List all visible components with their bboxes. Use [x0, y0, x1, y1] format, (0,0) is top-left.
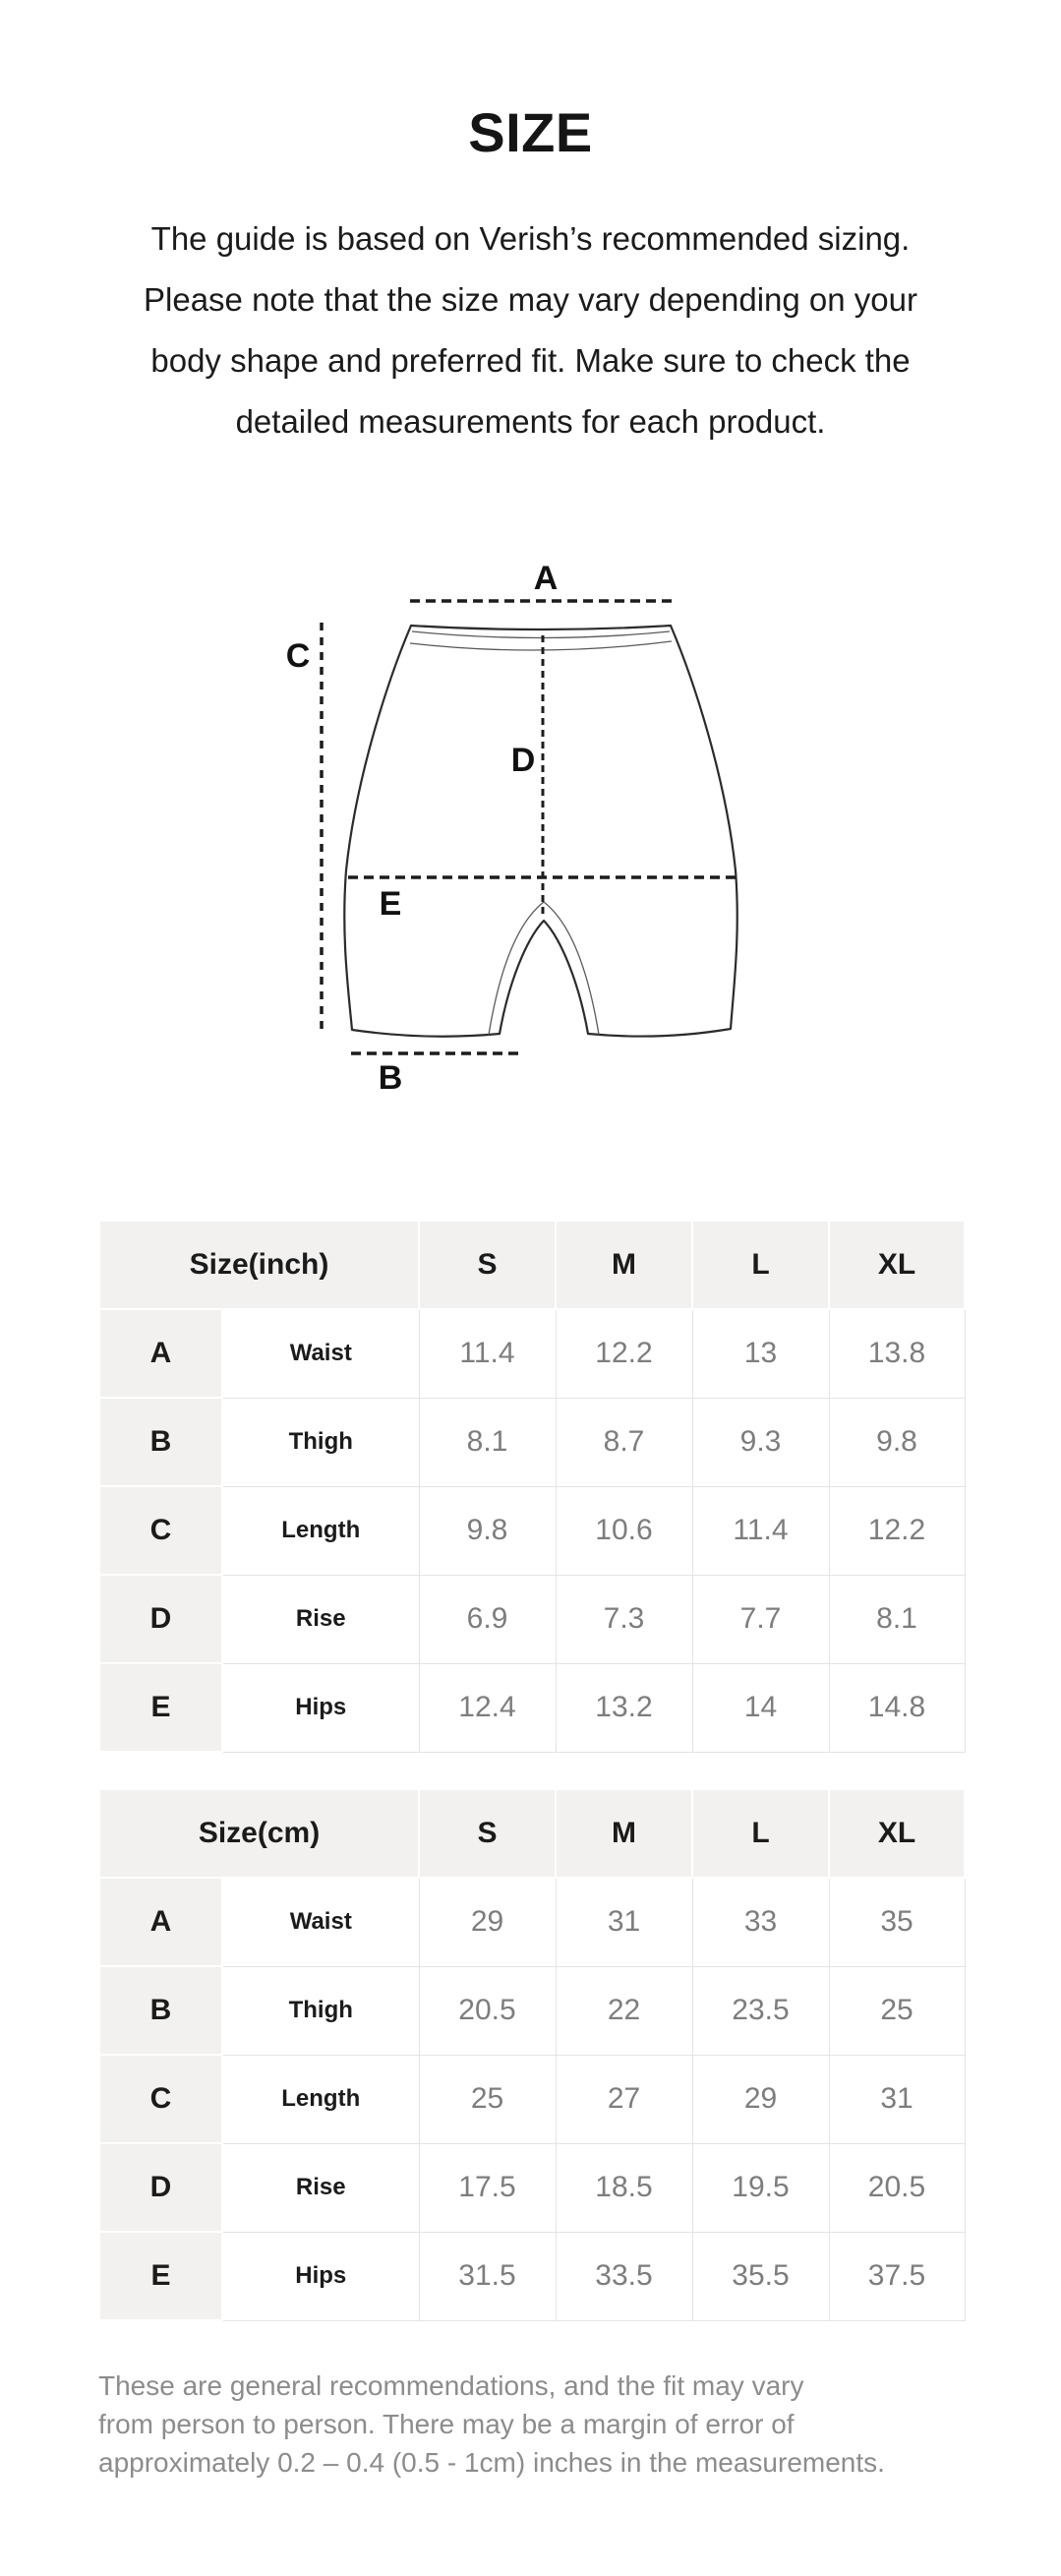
table-header-row [99, 1789, 965, 1878]
value-cell: 13.8 [829, 1309, 965, 1398]
value-cell: 13 [692, 1309, 829, 1398]
row-key: B [99, 1966, 222, 2055]
page-title: SIZE [468, 101, 593, 163]
intro-line: detailed measurements for each product. [235, 403, 826, 440]
row-name: Waist [222, 1878, 419, 1966]
value-cell: 13.2 [556, 1663, 692, 1752]
row-key: A [99, 1878, 222, 1966]
table-row [99, 2055, 965, 2143]
value-cell: 31.5 [419, 2232, 556, 2320]
col-header-m: M [556, 1789, 692, 1878]
diagram-label-c: C [285, 637, 311, 675]
intro-line: body shape and preferred fit. Make sure to check the [150, 342, 911, 379]
diagram-label-e: E [379, 885, 402, 923]
row-name: Rise [222, 1575, 419, 1663]
footnote-line: approximately 0.2 – 0.4 (0.5 - 1cm) inches in the measurements. [98, 2447, 885, 2478]
table-row [99, 1309, 965, 1398]
value-cell: 25 [829, 1966, 965, 2055]
footnote [98, 2366, 983, 2482]
footnote-line: from person to person. There may be a margin of error of [98, 2409, 795, 2439]
value-cell: 11.4 [419, 1309, 556, 1398]
value-cell: 31 [829, 2055, 965, 2143]
row-key: D [99, 1575, 222, 1663]
intro-paragraph [0, 209, 1061, 452]
value-cell: 9.3 [692, 1398, 829, 1486]
value-cell: 37.5 [829, 2232, 965, 2320]
col-header-xl: XL [829, 1789, 965, 1878]
row-key: A [99, 1309, 222, 1398]
row-key: B [99, 1398, 222, 1486]
row-name: Hips [222, 2232, 419, 2320]
row-name: Waist [222, 1309, 419, 1398]
value-cell: 12.2 [556, 1309, 692, 1398]
unit-header: Size(inch) [99, 1221, 419, 1309]
value-cell: 12.2 [829, 1486, 965, 1575]
table-row [99, 2143, 965, 2232]
unit-header: Size(cm) [99, 1789, 419, 1878]
row-key: D [99, 2143, 222, 2232]
col-header-s: S [419, 1221, 556, 1309]
intro-line: Please note that the size may vary depending on your [144, 281, 917, 318]
value-cell: 14.8 [829, 1663, 965, 1752]
value-cell: 29 [419, 1878, 556, 1966]
value-cell: 25 [419, 2055, 556, 2143]
row-key: C [99, 2055, 222, 2143]
col-header-l: L [692, 1221, 829, 1309]
value-cell: 20.5 [419, 1966, 556, 2055]
value-cell: 7.3 [556, 1575, 692, 1663]
size-table-cm [98, 1788, 966, 2321]
table-row [99, 1486, 965, 1575]
value-cell: 6.9 [419, 1575, 556, 1663]
row-name: Length [222, 2055, 419, 2143]
table-header-row [99, 1221, 965, 1309]
intro-line: The guide is based on Verish’s recommended sizing. [150, 220, 911, 257]
table-row [99, 1663, 965, 1752]
value-cell: 20.5 [829, 2143, 965, 2232]
value-cell: 33 [692, 1878, 829, 1966]
footnote-line: These are general recommendations, and the fit may vary [98, 2370, 804, 2401]
row-key: C [99, 1486, 222, 1575]
value-cell: 33.5 [556, 2232, 692, 2320]
col-header-xl: XL [829, 1221, 965, 1309]
table-row [99, 1575, 965, 1663]
col-header-l: L [692, 1789, 829, 1878]
value-cell: 8.7 [556, 1398, 692, 1486]
value-cell: 9.8 [419, 1486, 556, 1575]
value-cell: 35 [829, 1878, 965, 1966]
col-header-m: M [556, 1221, 692, 1309]
table-row [99, 1966, 965, 2055]
value-cell: 17.5 [419, 2143, 556, 2232]
value-cell: 27 [556, 2055, 692, 2143]
row-name: Thigh [222, 1966, 419, 2055]
value-cell: 8.1 [419, 1398, 556, 1486]
value-cell: 12.4 [419, 1663, 556, 1752]
row-name: Hips [222, 1663, 419, 1752]
diagram-label-b: B [378, 1059, 403, 1097]
row-name: Rise [222, 2143, 419, 2232]
col-header-s: S [419, 1789, 556, 1878]
value-cell: 23.5 [692, 1966, 829, 2055]
value-cell: 9.8 [829, 1398, 965, 1486]
shorts-outline [344, 626, 737, 1037]
diagram-label-a: A [533, 560, 559, 597]
value-cell: 8.1 [829, 1575, 965, 1663]
shorts-measurement-diagram [275, 541, 767, 1111]
table-row [99, 1398, 965, 1486]
value-cell: 29 [692, 2055, 829, 2143]
value-cell: 18.5 [556, 2143, 692, 2232]
value-cell: 11.4 [692, 1486, 829, 1575]
value-cell: 35.5 [692, 2232, 829, 2320]
row-key: E [99, 1663, 222, 1752]
value-cell: 10.6 [556, 1486, 692, 1575]
row-key: E [99, 2232, 222, 2320]
value-cell: 7.7 [692, 1575, 829, 1663]
diagram-label-d: D [510, 742, 536, 779]
value-cell: 22 [556, 1966, 692, 2055]
value-cell: 19.5 [692, 2143, 829, 2232]
row-name: Length [222, 1486, 419, 1575]
value-cell: 31 [556, 1878, 692, 1966]
size-table-inch [98, 1220, 966, 1753]
value-cell: 14 [692, 1663, 829, 1752]
table-row [99, 2232, 965, 2320]
row-name: Thigh [222, 1398, 419, 1486]
table-row [99, 1878, 965, 1966]
